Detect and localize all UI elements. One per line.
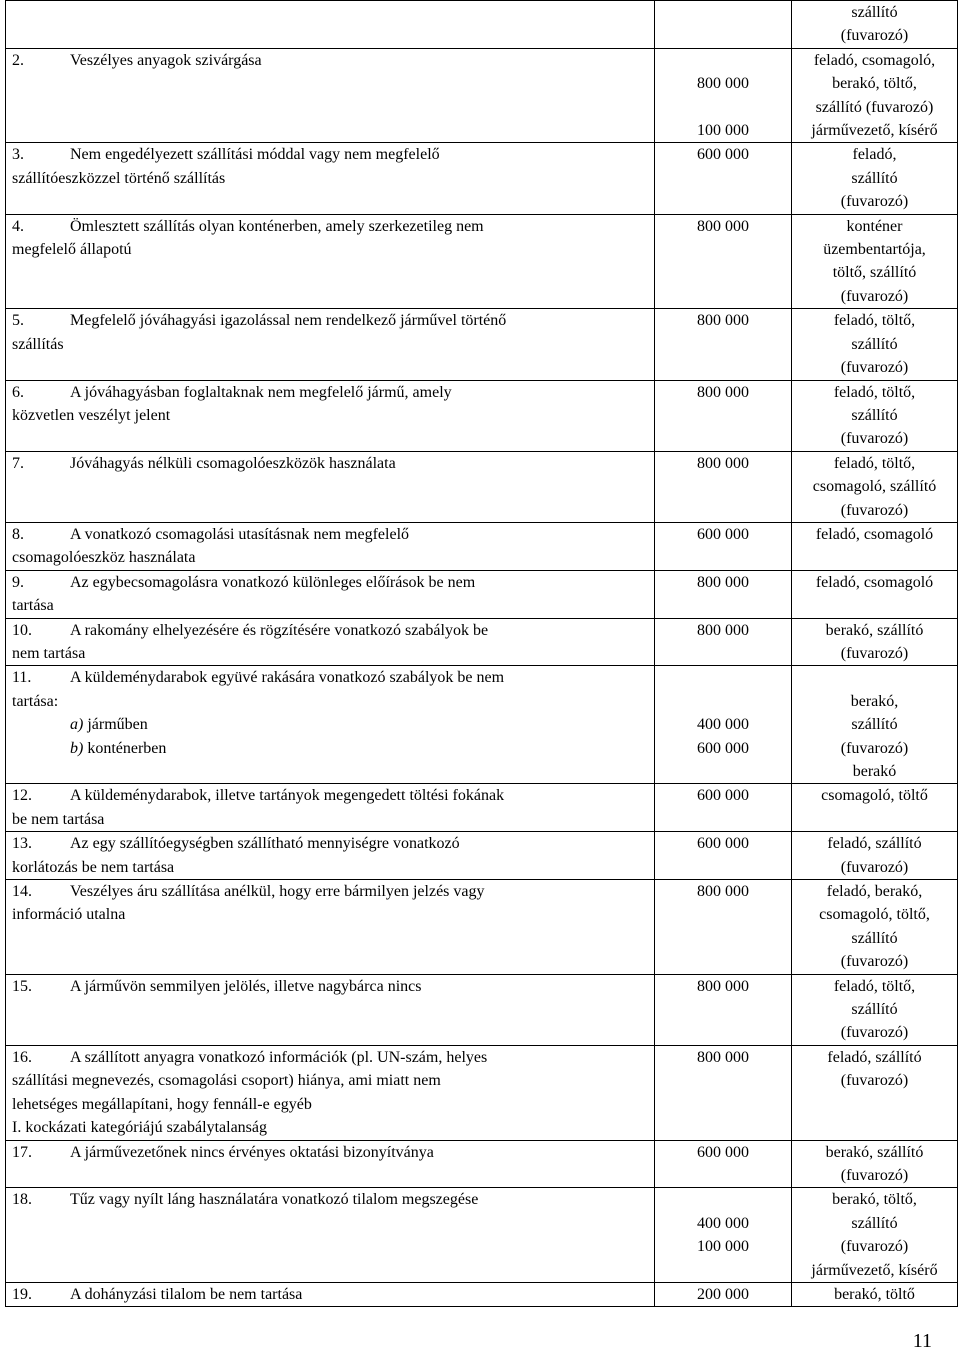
- violation-description-cell: [6, 618, 655, 666]
- row-number: 7.: [12, 454, 24, 472]
- responsible-party: feladó, töltő,: [833, 454, 916, 472]
- violation-text-line: tartása: [12, 597, 54, 615]
- violation-text: [70, 1046, 648, 1069]
- responsible-party: (fuvarozó): [840, 359, 909, 377]
- responsible-party: csomagoló, töltő,: [819, 906, 930, 924]
- table-row: [6, 1282, 958, 1306]
- fine-amount: 100 000: [697, 122, 749, 140]
- fine-amount-cell: [655, 48, 792, 143]
- responsible-party: (fuvarozó): [840, 193, 909, 211]
- violation-text-line: A járművezetőnek nincs érvényes oktatási bizonyítványa: [70, 1143, 434, 1161]
- fine-amount: 600 000: [697, 1143, 749, 1161]
- subitem-letter: b): [70, 739, 84, 757]
- violation-text-line: Nem engedélyezett szállítási móddal vagy nem megfelelő: [70, 146, 440, 164]
- violation-description-cell: [6, 522, 655, 570]
- fine-amount-cell: [655, 214, 792, 309]
- violation-description-cell: [6, 380, 655, 451]
- violations-table: [5, 0, 958, 1307]
- responsible-party: csomagoló, töltő: [821, 787, 928, 805]
- violation-description-cell: [6, 143, 655, 214]
- responsible-party: (fuvarozó): [840, 1238, 909, 1256]
- responsible-party: szállító: [851, 716, 898, 734]
- table-row: [6, 1188, 958, 1283]
- fine-amount: 800 000: [697, 217, 749, 235]
- responsible-party: (fuvarozó): [840, 287, 909, 305]
- fine-amount-cell: [655, 618, 792, 666]
- fine-amount: 800 000: [697, 383, 749, 401]
- table-row: [6, 143, 958, 214]
- row-number: 6.: [12, 383, 24, 401]
- violation-text: [70, 1188, 648, 1211]
- row-number: 17.: [12, 1143, 32, 1161]
- fine-amount: 400 000: [697, 716, 749, 734]
- violation-description-cell: [6, 1, 655, 49]
- violation-text-line: A vonatkozó csomagolási utasításnak nem megfelelő: [70, 525, 410, 543]
- row-number: 2.: [12, 51, 24, 69]
- responsible-party-cell: [792, 666, 958, 784]
- responsible-party: (fuvarozó): [840, 858, 909, 876]
- table-row: [6, 784, 958, 832]
- responsible-party-cell: [792, 832, 958, 880]
- responsible-party: (fuvarozó): [840, 1166, 909, 1184]
- fine-amount-cell: [655, 451, 792, 522]
- responsible-party-cell: [792, 1188, 958, 1283]
- fine-amount: [661, 49, 785, 72]
- violation-text-line: Jóváhagyás nélküli csomagolóeszközök használata: [70, 454, 396, 472]
- fine-amount: [661, 1188, 785, 1211]
- responsible-party: csomagoló, szállító: [812, 478, 937, 496]
- violation-text: [70, 666, 648, 689]
- violation-text-line: Veszélyes anyagok szivárgása: [70, 51, 262, 69]
- violation-description-cell: [6, 451, 655, 522]
- table-row: [6, 214, 958, 309]
- responsible-party: berakó,: [850, 692, 899, 710]
- responsible-party: (fuvarozó): [840, 644, 909, 662]
- responsible-party: szállító: [851, 335, 898, 353]
- violation-text: [70, 832, 648, 855]
- fine-amount-cell: [655, 143, 792, 214]
- responsible-party: töltő, szállító: [832, 264, 917, 282]
- fine-amount-cell: [655, 309, 792, 380]
- subitem-text: járműben: [83, 716, 148, 734]
- responsible-party: berakó, töltő,: [832, 75, 917, 93]
- violation-description-cell: [6, 1188, 655, 1283]
- violation-description-cell: [6, 1140, 655, 1188]
- responsible-party: feladó, töltő,: [833, 383, 916, 401]
- violation-description-cell: [6, 666, 655, 784]
- fine-amount-cell: [655, 1188, 792, 1283]
- violation-description-cell: [6, 48, 655, 143]
- responsible-party: berakó, töltő,: [832, 1191, 917, 1209]
- responsible-party: berakó, szállító: [825, 1143, 924, 1161]
- responsible-party: (fuvarozó): [840, 430, 909, 448]
- fine-amount: 200 000: [697, 1285, 749, 1303]
- fine-amount-cell: [655, 1282, 792, 1306]
- responsible-party: szállító: [851, 406, 898, 424]
- violation-text-line: A rakomány elhelyezésére és rögzítésére vonatkozó szabályok be: [70, 621, 489, 639]
- violation-subitem: [12, 737, 648, 760]
- fine-amount: 800 000: [697, 75, 749, 93]
- violation-text: [70, 452, 648, 475]
- responsible-party: szállító: [851, 1214, 898, 1232]
- violation-text-line: Ömlesztett szállítás olyan konténerben, amely szerkezetileg nem: [70, 217, 484, 235]
- violation-text-line: Tűz vagy nyílt láng használatára vonatkozó tilalom megszegése: [70, 1191, 479, 1209]
- fine-amount-cell: [655, 1045, 792, 1140]
- fine-amount: 800 000: [697, 977, 749, 995]
- responsible-party: feladó, csomagoló: [815, 525, 934, 543]
- violation-description-cell: [6, 1045, 655, 1140]
- violation-text-line: A járművön semmilyen jelölés, illetve nagybárca nincs: [70, 977, 422, 995]
- fine-amount-cell: [655, 832, 792, 880]
- violation-description-cell: [6, 570, 655, 618]
- violation-text-line: Megfelelő jóváhagyási igazolással nem rendelkező járművel történő: [70, 312, 507, 330]
- violation-text-line: megfelelő állapotú: [12, 241, 132, 259]
- table-row: [6, 1, 958, 49]
- responsible-party-cell: [792, 309, 958, 380]
- violation-text: [70, 523, 648, 546]
- table-row: [6, 1140, 958, 1188]
- fine-amount: 800 000: [697, 312, 749, 330]
- violation-text-line: szállítási megnevezés, csomagolási csoport) hiánya, ami miatt nem: [12, 1072, 441, 1090]
- fine-amount: 600 000: [697, 525, 749, 543]
- violation-text: [70, 215, 648, 238]
- responsible-party-cell: [792, 143, 958, 214]
- fine-amount: 800 000: [697, 454, 749, 472]
- responsible-party-cell: [792, 784, 958, 832]
- violation-text-line: Veszélyes áru szállítása anélkül, hogy erre bármilyen jelzés vagy: [70, 883, 485, 901]
- violation-subitem: [12, 713, 648, 736]
- row-number: 8.: [12, 525, 24, 543]
- responsible-party-cell: [792, 1140, 958, 1188]
- subitem-text: konténerben: [83, 739, 167, 757]
- table-row: [6, 618, 958, 666]
- responsible-party-cell: [792, 1, 958, 49]
- fine-amount-cell: [655, 784, 792, 832]
- row-number: 9.: [12, 573, 24, 591]
- responsible-party: szállító: [851, 1001, 898, 1019]
- responsible-party-cell: [792, 380, 958, 451]
- violation-description-cell: [6, 880, 655, 975]
- violation-description-cell: [6, 784, 655, 832]
- row-number: 3.: [12, 146, 24, 164]
- row-number: 16.: [12, 1048, 32, 1066]
- responsible-party-cell: [792, 974, 958, 1045]
- fine-amount: [661, 666, 785, 689]
- violation-text-line: lehetséges megállapítani, hogy fennáll-e egyéb: [12, 1095, 312, 1113]
- violation-text-line: I. kockázati kategóriájú szabálytalanság: [12, 1119, 267, 1137]
- fine-amount: 600 000: [697, 739, 749, 757]
- table-row: [6, 48, 958, 143]
- table-row: [6, 380, 958, 451]
- responsible-party: szállító: [851, 4, 898, 21]
- table-row: [6, 666, 958, 784]
- row-number: 11.: [12, 669, 32, 687]
- fine-amount-cell: [655, 974, 792, 1045]
- fine-amount: 800 000: [697, 573, 749, 591]
- row-number: 14.: [12, 883, 32, 901]
- responsible-party-cell: [792, 214, 958, 309]
- responsible-party: (fuvarozó): [840, 953, 909, 971]
- row-number: 10.: [12, 621, 32, 639]
- violation-description-cell: [6, 974, 655, 1045]
- violations-table-body: [6, 1, 958, 1307]
- table-row: [6, 522, 958, 570]
- row-number: 19.: [12, 1285, 32, 1303]
- fine-amount-cell: [655, 570, 792, 618]
- violation-text-line: nem tartása: [12, 644, 86, 662]
- violation-description-cell: [6, 214, 655, 309]
- row-number: 13.: [12, 835, 32, 853]
- fine-amount: 600 000: [697, 835, 749, 853]
- responsible-party: feladó, berakó,: [826, 883, 923, 901]
- responsible-party: feladó, csomagoló: [815, 573, 934, 591]
- violation-text-line: korlátozás be nem tartása: [12, 858, 175, 876]
- table-row: [6, 1045, 958, 1140]
- table-row: [6, 570, 958, 618]
- responsible-party: feladó, töltő,: [833, 977, 916, 995]
- responsible-party: feladó, töltő,: [833, 312, 916, 330]
- fine-amount: 800 000: [697, 621, 749, 639]
- violation-text-line: tartása:: [12, 692, 59, 710]
- violation-text-line: A küldeménydarabok együvé rakására vonatkozó szabályok be nem: [70, 669, 505, 687]
- violation-text: [70, 1141, 648, 1164]
- violation-description-cell: [6, 832, 655, 880]
- violation-text-line: szállítóeszközzel történő szállítás: [12, 169, 226, 187]
- violation-text: [70, 309, 648, 332]
- table-row: [6, 832, 958, 880]
- responsible-party: feladó,: [852, 146, 897, 164]
- violation-description-cell: [6, 1282, 655, 1306]
- fine-amount-cell: [655, 380, 792, 451]
- row-number: 5.: [12, 312, 24, 330]
- responsible-party: [798, 666, 951, 689]
- fine-amount: 100 000: [697, 1238, 749, 1256]
- row-number: 15.: [12, 977, 32, 995]
- fine-amount-cell: [655, 522, 792, 570]
- row-number: 18.: [12, 1191, 32, 1209]
- fine-amount: 800 000: [697, 1048, 749, 1066]
- responsible-party: berakó: [852, 763, 897, 780]
- violation-text: [70, 784, 648, 807]
- violation-text: [70, 619, 648, 642]
- responsible-party: konténer: [846, 217, 903, 235]
- fine-amount-cell: [655, 880, 792, 975]
- responsible-party: járművezető, kísérő: [811, 1261, 938, 1279]
- responsible-party: feladó, szállító: [827, 835, 922, 853]
- responsible-party: berakó, töltő: [834, 1285, 915, 1303]
- responsible-party-cell: [792, 522, 958, 570]
- responsible-party: (fuvarozó): [840, 501, 909, 519]
- fine-amount: 600 000: [697, 787, 749, 805]
- row-number: 4.: [12, 217, 24, 235]
- violation-text: [70, 381, 648, 404]
- responsible-party: (fuvarozó): [840, 1072, 909, 1090]
- violation-text: [70, 143, 648, 166]
- responsible-party-cell: [792, 451, 958, 522]
- fine-amount: 800 000: [697, 883, 749, 901]
- row-number: 12.: [12, 787, 32, 805]
- violation-text-line: A szállított anyagra vonatkozó információk (pl. UN-szám, helyes: [70, 1048, 488, 1066]
- responsible-party: (fuvarozó): [840, 739, 909, 757]
- violation-text-line: szállítás: [12, 335, 64, 353]
- violation-text: [70, 880, 648, 903]
- violation-text-line: be nem tartása: [12, 810, 105, 828]
- responsible-party: üzembentartója,: [823, 241, 926, 259]
- violation-text: [70, 1283, 648, 1306]
- responsible-party-cell: [792, 618, 958, 666]
- fine-amount: 600 000: [697, 146, 749, 164]
- violation-text-line: Az egybecsomagolásra vonatkozó különleges előírások be nem: [70, 573, 476, 591]
- fine-amount: 400 000: [697, 1214, 749, 1232]
- page-number: 11: [912, 1330, 932, 1352]
- violation-text-line: csomagolóeszköz használata: [12, 549, 196, 567]
- subitem-letter: a): [70, 716, 84, 734]
- fine-amount-cell: [655, 1140, 792, 1188]
- fine-amount: [661, 96, 785, 119]
- fine-amount: [661, 690, 785, 713]
- responsible-party: szállító: [851, 169, 898, 187]
- responsible-party-cell: [792, 570, 958, 618]
- responsible-party: berakó, szállító: [825, 621, 924, 639]
- table-row: [6, 451, 958, 522]
- violation-description-cell: [6, 309, 655, 380]
- responsible-party: feladó, csomagoló,: [813, 51, 936, 69]
- violation-text: [70, 49, 648, 72]
- responsible-party: (fuvarozó): [840, 1024, 909, 1042]
- violation-text-line: közvetlen veszélyt jelent: [12, 406, 171, 424]
- responsible-party: feladó, szállító: [827, 1048, 922, 1066]
- table-row: [6, 309, 958, 380]
- violation-text: [70, 571, 648, 594]
- responsible-party-cell: [792, 880, 958, 975]
- violation-text-line: információ utalna: [12, 906, 126, 924]
- violation-text-line: A küldeménydarabok, illetve tartányok megengedett töltési fokának: [70, 787, 505, 805]
- violation-text: [70, 975, 648, 998]
- violation-text-line: Az egy szállítóegységben szállítható mennyiségre vonatkozó: [70, 835, 460, 853]
- responsible-party: szállító (fuvarozó): [815, 98, 934, 116]
- responsible-party-cell: [792, 48, 958, 143]
- responsible-party: járművezető, kísérő: [811, 122, 938, 140]
- fine-amount-cell: [655, 666, 792, 784]
- responsible-party: (fuvarozó): [840, 27, 909, 45]
- violation-text-line: A jóváhagyásban foglaltaknak nem megfelelő jármű, amely: [70, 383, 452, 401]
- table-row: [6, 974, 958, 1045]
- table-row: [6, 880, 958, 975]
- responsible-party: szállító: [851, 929, 898, 947]
- responsible-party-cell: [792, 1045, 958, 1140]
- responsible-party-cell: [792, 1282, 958, 1306]
- violation-text-line: A dohányzási tilalom be nem tartása: [70, 1285, 303, 1303]
- fine-amount-cell: [655, 1, 792, 49]
